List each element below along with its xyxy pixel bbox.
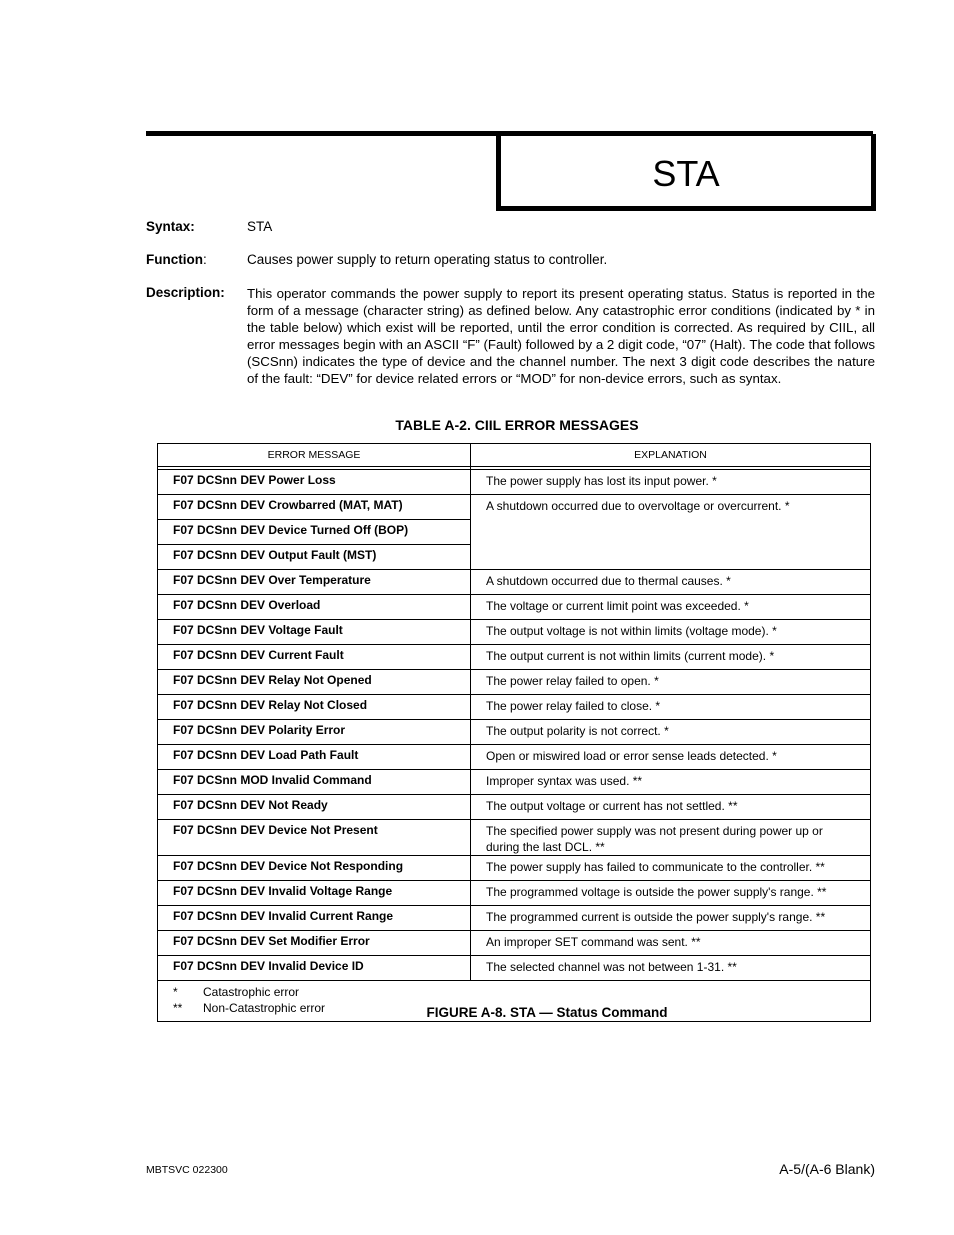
note-text: Non-Catastrophic error — [203, 1001, 326, 1015]
explanation-cell: The voltage or current limit point was exceeded. * — [471, 595, 871, 620]
header-error-message: ERROR MESSAGE — [158, 444, 471, 467]
table-row — [158, 695, 871, 720]
note-text: Catastrophic error — [203, 985, 300, 999]
explanation-cell: The output polarity is not correct. * — [471, 720, 871, 745]
error-message-cell: F07 DCSnn DEV Output Fault (MST) — [158, 545, 471, 570]
footer-doc-id: MBTSVC 022300 — [146, 1164, 228, 1176]
description-label: Description: — [146, 285, 225, 300]
explanation-cell: The power relay failed to open. * — [471, 670, 871, 695]
syntax-label: Syntax: — [146, 219, 195, 234]
title-box — [496, 134, 876, 211]
explanation-cell: The power supply has failed to communicate to the controller. ** — [471, 856, 871, 881]
error-message-cell: F07 DCSnn DEV Device Turned Off (BOP) — [158, 520, 471, 545]
table-header-row — [158, 444, 871, 467]
table-title: TABLE A-2. CIIL ERROR MESSAGES — [395, 417, 639, 433]
note-mark: * — [173, 985, 178, 999]
page-title: STA — [652, 153, 720, 194]
error-message-cell: F07 DCSnn MOD Invalid Command — [158, 770, 471, 795]
explanation-cell: Open or miswired load or error sense leads detected. * — [471, 745, 871, 770]
function-label-text: Function — [146, 252, 203, 267]
header-explanation: EXPLANATION — [471, 444, 871, 467]
error-message-cell: F07 DCSnn DEV Crowbarred (MAT, MAT) — [158, 495, 471, 520]
note-mark: ** — [173, 1001, 183, 1015]
error-message-cell: F07 DCSnn DEV Polarity Error — [158, 720, 471, 745]
table-row — [158, 495, 871, 520]
explanation-cell: The programmed current is outside the power supply's range. ** — [471, 906, 871, 931]
table-row — [158, 745, 871, 770]
explanation-cell: The selected channel was not between 1-31. ** — [471, 956, 871, 981]
error-message-cell: F07 DCSnn DEV Device Not Responding — [158, 856, 471, 881]
table-row — [158, 856, 871, 881]
table-row — [158, 570, 871, 595]
footer-page-number: A-5/(A-6 Blank) — [779, 1161, 875, 1177]
explanation-cell: The output current is not within limits (current mode). * — [471, 645, 871, 670]
explanation-cell: The power relay failed to close. * — [471, 695, 871, 720]
table-row — [158, 906, 871, 931]
error-message-cell: F07 DCSnn DEV Load Path Fault — [158, 745, 471, 770]
error-message-cell: F07 DCSnn DEV Relay Not Closed — [158, 695, 471, 720]
error-message-cell: F07 DCSnn DEV Current Fault — [158, 645, 471, 670]
table-row — [158, 670, 871, 695]
table-row — [158, 956, 871, 981]
table-row — [158, 720, 871, 745]
figure-caption: FIGURE A-8. STA — Status Command — [426, 1005, 668, 1020]
function-value: Causes power supply to return operating status to controller. — [247, 252, 608, 267]
table-row — [158, 931, 871, 956]
explanation-cell: An improper SET command was sent. ** — [471, 931, 871, 956]
explanation-cell: A shutdown occurred due to thermal causes. * — [471, 570, 871, 595]
error-message-cell: F07 DCSnn DEV Relay Not Opened — [158, 670, 471, 695]
note-catastrophic — [173, 984, 855, 1000]
error-message-cell: F07 DCSnn DEV Not Ready — [158, 795, 471, 820]
explanation-cell: The output voltage is not within limits (voltage mode). * — [471, 620, 871, 645]
table-row — [158, 470, 871, 495]
table-row — [158, 770, 871, 795]
explanation-cell: The programmed voltage is outside the power supply's range. ** — [471, 881, 871, 906]
error-message-cell: F07 DCSnn DEV Set Modifier Error — [158, 931, 471, 956]
error-message-cell: F07 DCSnn DEV Invalid Voltage Range — [158, 881, 471, 906]
error-message-cell: F07 DCSnn DEV Invalid Current Range — [158, 906, 471, 931]
error-message-cell: F07 DCSnn DEV Overload — [158, 595, 471, 620]
function-label-colon: : — [203, 252, 207, 267]
explanation-cell: A shutdown occurred due to overvoltage or overcurrent. * — [471, 495, 871, 570]
table-row — [158, 595, 871, 620]
explanation-cell: The specified power supply was not present during power up or during the last DCL. ** — [471, 820, 871, 856]
description-value: This operator commands the power supply to report its present operating status. Status is reported in the form of a message (character string) as defined below. Any catastrophic error conditions (indicated by * in the table below) which exist will be reported, until the error condition is corrected. As required by CIIL, all error messages begin with an ASCII “F” (Fault) followed by a 2 digit code, “07” (Halt). The code that follows (SCSnn) indicates the type of device and the channel number. The next 3 digit code describes the nature of the fault: “DEV” for device related errors or “MOD” for non-device errors, such as syntax. — [247, 286, 875, 386]
table-row — [158, 881, 871, 906]
explanation-cell: Improper syntax was used. ** — [471, 770, 871, 795]
error-message-cell: F07 DCSnn DEV Voltage Fault — [158, 620, 471, 645]
syntax-value: STA — [247, 219, 273, 234]
explanation-cell: The power supply has lost its input power. * — [471, 470, 871, 495]
function-label — [146, 252, 207, 267]
table-row — [158, 620, 871, 645]
explanation-cell: The output voltage or current has not settled. ** — [471, 795, 871, 820]
error-message-cell: F07 DCSnn DEV Over Temperature — [158, 570, 471, 595]
table-row — [158, 645, 871, 670]
error-messages-table — [157, 443, 871, 1022]
error-message-cell: F07 DCSnn DEV Device Not Present — [158, 820, 471, 856]
error-message-cell: F07 DCSnn DEV Invalid Device ID — [158, 956, 471, 981]
table-row — [158, 820, 871, 856]
error-message-cell: F07 DCSnn DEV Power Loss — [158, 470, 471, 495]
table-row — [158, 795, 871, 820]
